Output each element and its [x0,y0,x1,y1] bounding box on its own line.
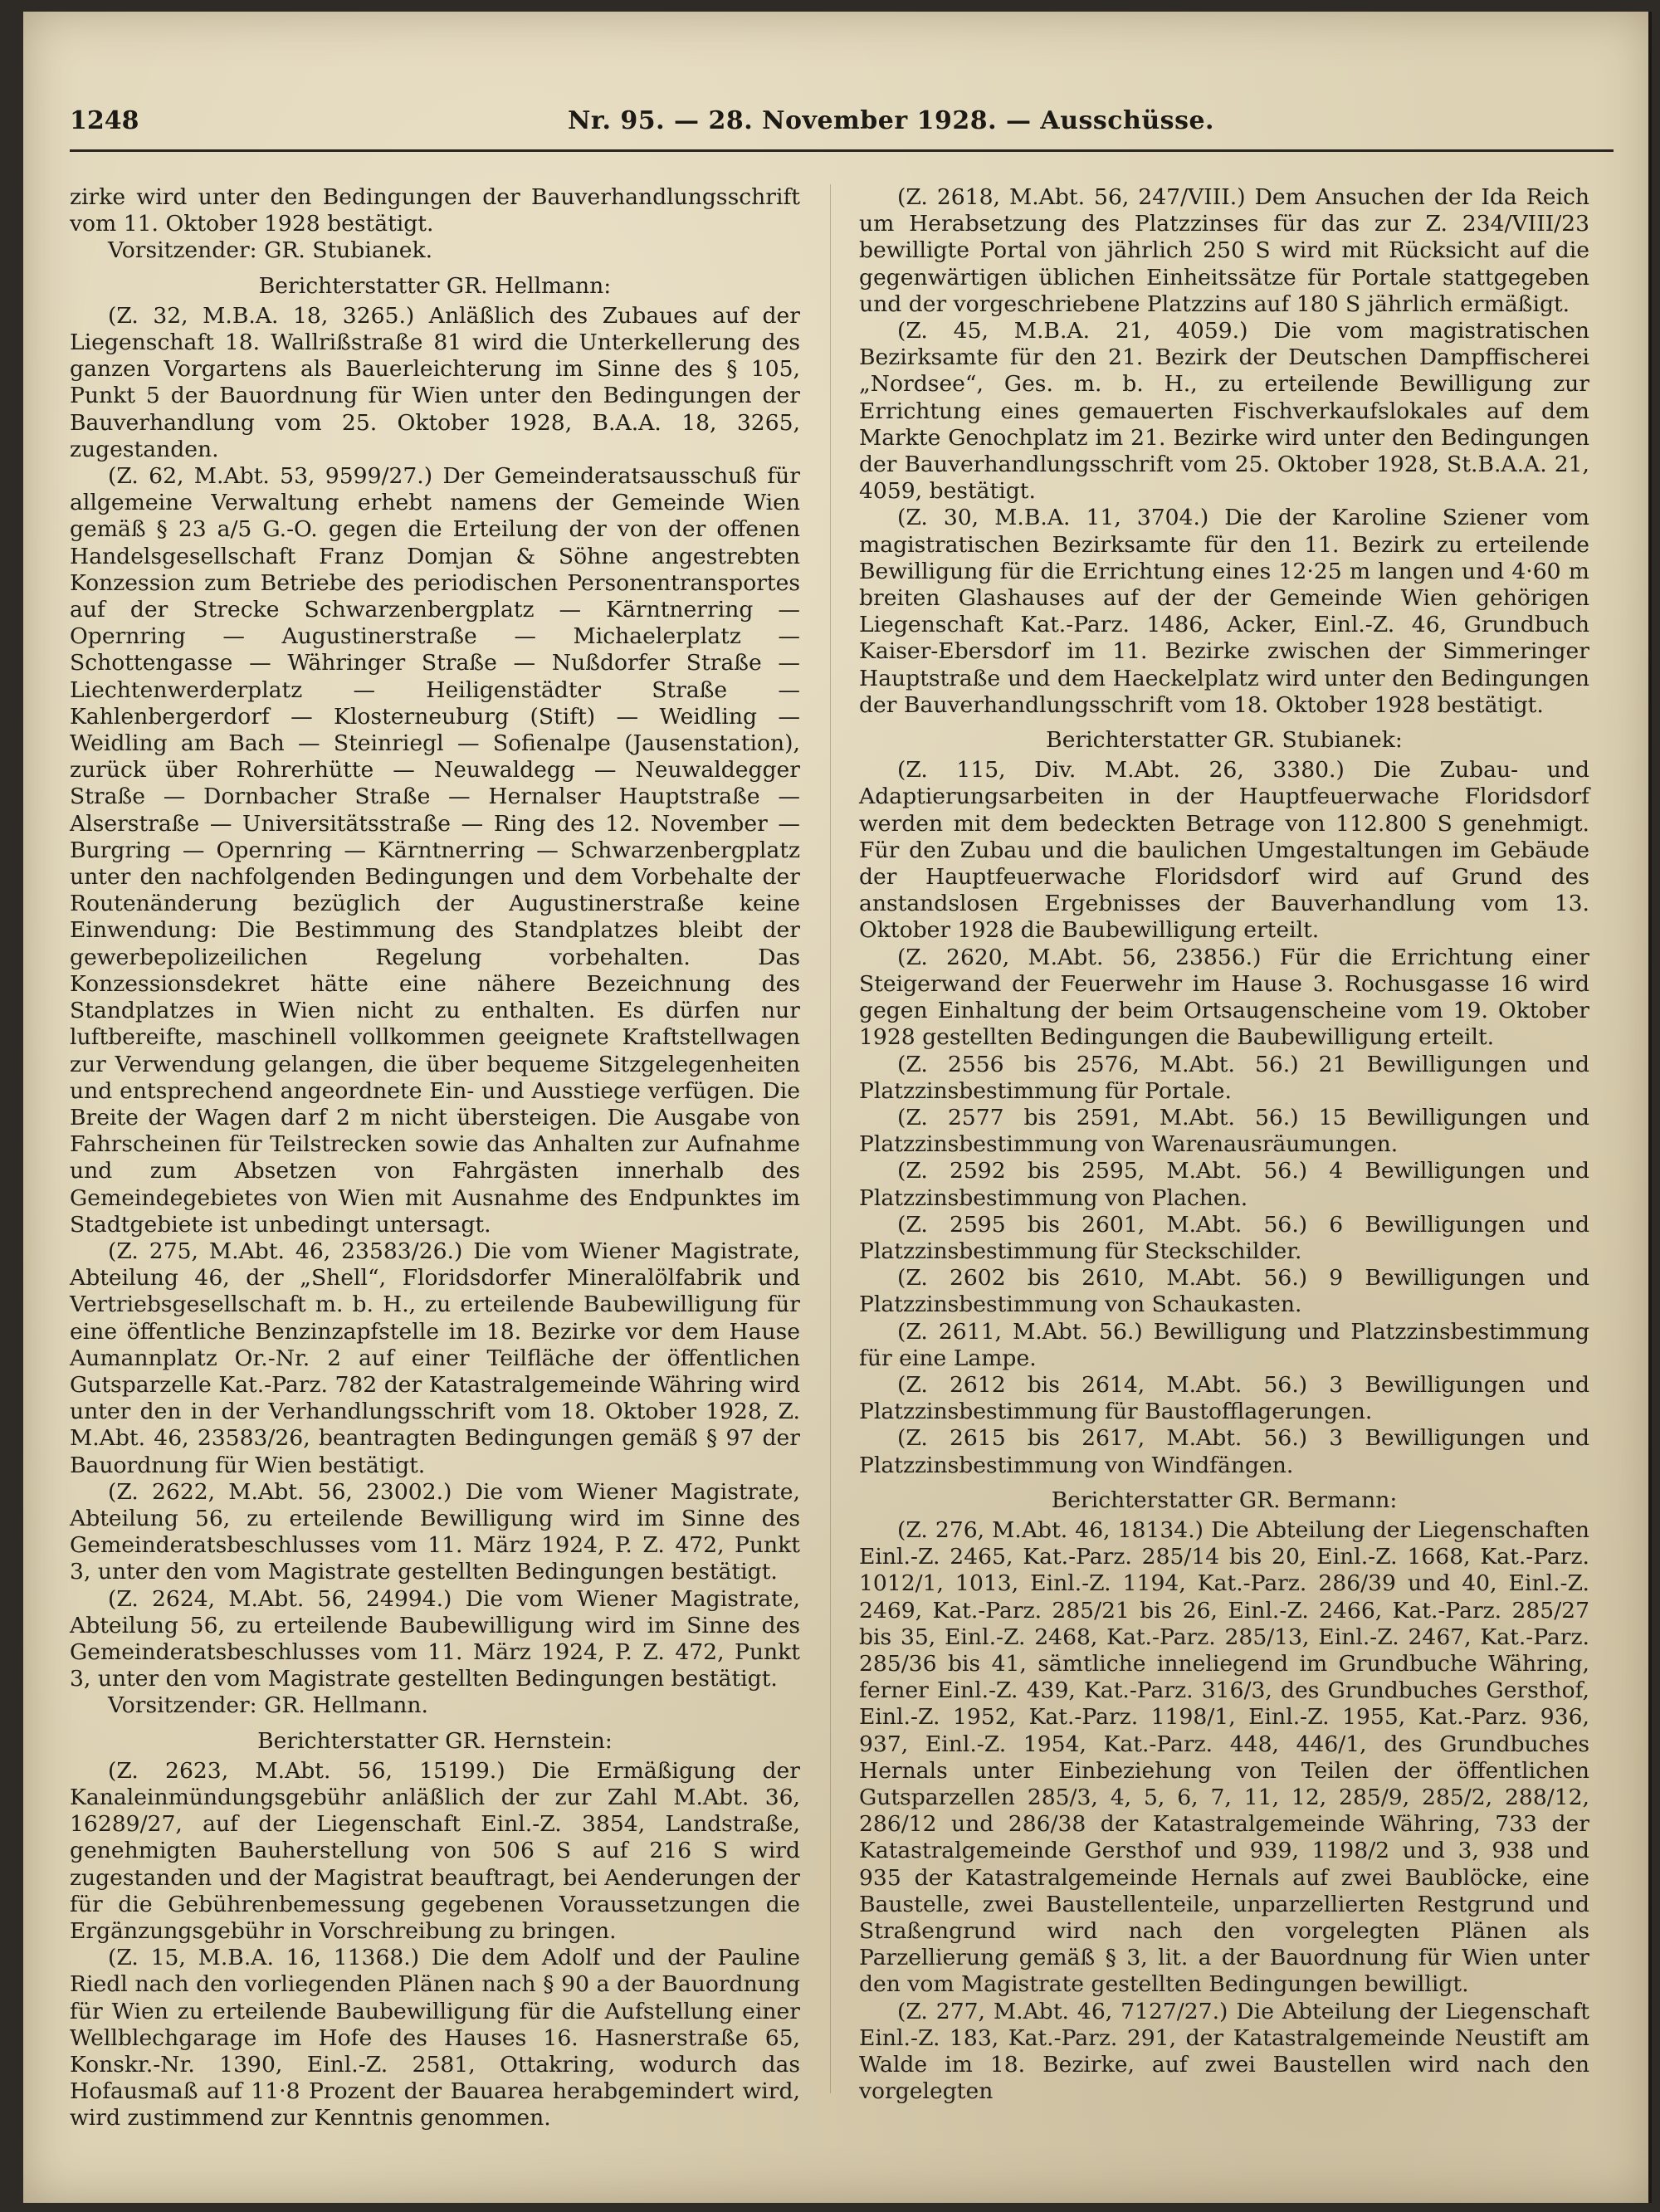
page-number: 1248 [70,106,139,135]
paragraph: (Z. 275, M.Abt. 46, 23583/26.) Die vom Wiener Magistrate, Abteilung 46, der „Shell“, Floridsdorfer Mineralölfabrik und Vertriebsgesellschaft m. b. H., zu erteilende Baubewilligung für eine öffentliche Benzinzapfstelle im 18. Bezirke vor dem Hause Aumannplatz Or.-Nr. 2 auf einer Teilfläche der öffentlichen Gutsparzelle Kat.-Parz. 782 der Katastralgemeinde Währing wird unter den in der Verhandlungsschrift vom 18. Oktober 1928, Z. M.Abt. 46, 23583/26, beantragten Bedingungen gemäß § 97 der Bauordnung für Wien bestätigt. [70,1238,800,1478]
reporter-heading: Berichterstatter GR. Stubianek: [1046,727,1403,754]
paragraph: (Z. 2611, M.Abt. 56.) Bewilligung und Platzzinsbestimmung für eine Lampe. [859,1318,1589,1371]
paragraph: (Z. 2620, M.Abt. 56, 23856.) Für die Errichtung einer Steigerwand der Feuerwehr im Hause 3. Rochusgasse 16 wird gegen Einhaltung der beim Ortsaugenscheine vom 19. Oktober 1928 gestellten Bedingungen die Baubewilligung erteilt. [859,944,1589,1051]
scan-edge [1648,12,1652,2203]
paragraph: (Z. 2624, M.Abt. 56, 24994.) Die vom Wiener Magistrate, Abteilung 56, zu erteilende Baubewilligung wird im Sinne des Gemeinderatsbeschlusses vom 11. März 1924, P. Z. 472, Punkt 3, unter den vom Magistrate gestellten Bedingungen bestätigt. [70,1585,800,1692]
paragraph: (Z. 2577 bis 2591, M.Abt. 56.) 15 Bewilligungen und Platzzinsbestimmung von Warenausräumungen. [859,1104,1589,1158]
reporter-heading: Berichterstatter GR. Hellmann: [258,272,612,299]
paragraph: (Z. 2602 bis 2610, M.Abt. 56.) 9 Bewilligungen und Platzzinsbestimmung von Schaukasten. [859,1265,1589,1318]
paragraph: zirke wird unter den Bedingungen der Bauverhandlungsschrift vom 11. Oktober 1928 bestätigt. [70,184,800,237]
paragraph: (Z. 2615 bis 2617, M.Abt. 56.) 3 Bewilligungen und Platzzinsbestimmung von Windfängen. [859,1425,1589,1478]
paragraph: (Z. 2622, M.Abt. 56, 23002.) Die vom Wiener Magistrate, Abteilung 56, zu erteilende Bewilligung wird im Sinne des Gemeinderatsbeschlusses vom 11. März 1924, P. Z. 472, Punkt 3, unter den vom Magistrate gestellten Bedingungen bestätigt. [70,1478,800,1585]
header-rule [70,149,1614,152]
paragraph: (Z. 32, M.B.A. 18, 3265.) Anläßlich des Zubaues auf der Liegenschaft 18. Wallrißstraße 81 wird die Unterkellerung des ganzen Vorgartens als Bauerleichterung im Sinne des § 105, Punkt 5 der Bauordnung für Wien unter den Bedingungen der Bauverhandlung vom 25. Oktober 1928, B.A.A. 18, 3265, zugestanden. [70,302,800,462]
paragraph: (Z. 2623, M.Abt. 56, 15199.) Die Ermäßigung der Kanaleinmündungsgebühr anläßlich der zur Zahl M.Abt. 36, 16289/27, auf der Liegenschaft Einl.-Z. 3854, Landstraße, genehmigten Bauherstellung von 506 S auf 216 S wird zugestanden und der Magistrat beauftragt, bei Aenderungen der für die Gebührenbemessung gegebenen Voraussetzungen die Ergänzungsgebühr in Vorschreibung zu bringen. [70,1757,800,1944]
running-title: Nr. 95. — 28. November 1928. — Ausschüsse. [568,106,1214,135]
paragraph: (Z. 15, M.B.A. 16, 11368.) Die dem Adolf und der Pauline Riedl nach den vorliegenden Plänen nach § 90 a der Bauordnung für Wien zu erteilende Baubewilligung für die Aufstellung einer Wellblechgarage im Hofe des Hauses 16. Hasnerstraße 65, Konskr.-Nr. 1390, Einl.-Z. 2581, Ottakring, wodurch das Hofausmaß auf 11·8 Prozent der Bauarea herabgemindert wird, wird zustimmend zur Kenntnis genommen. [70,1945,800,2131]
paragraph: (Z. 45, M.B.A. 21, 4059.) Die vom magistratischen Bezirksamte für den 21. Bezirk der Deutschen Dampffischerei „Nordsee“, Ges. m. b. H., zu erteilende Bewilligung zur Errichtung eines gemauerten Fischverkaufslokales auf dem Markte Genochplatz im 21. Bezirke wird unter den Bedingungen der Bauverhandlungsschrift vom 25. Oktober 1928, St.B.A.A. 21, 4059, bestätigt. [859,318,1589,505]
column-divider [830,184,831,2093]
paragraph: (Z. 2618, M.Abt. 56, 247/VIII.) Dem Ansuchen der Ida Reich um Herabsetzung des Platzzinses für das zur Z. 234/VIII/23 bewilligte Portal von jährlich 250 S wird mit Rücksicht auf die gegenwärtigen üblichen Einheitssätze für Portale stattgegeben und der vorgeschriebene Platzzins auf 180 S jährlich ermäßigt. [859,184,1589,317]
right-column [859,184,1589,2105]
paragraph: (Z. 277, M.Abt. 46, 7127/27.) Die Abteilung der Liegenschaft Einl.-Z. 183, Kat.-Parz. 291, der Katastralgemeinde Neustift am Walde im 18. Bezirke, auf zwei Baustellen wird nach den vorgelegten [859,1998,1589,2105]
paragraph: (Z. 30, M.B.A. 11, 3704.) Die der Karoline Sziener vom magistratischen Bezirksamte für den 11. Bezirk zu erteilende Bewilligung für die Errichtung eines 12·25 m langen und 4·60 m breiten Glashauses auf der der Gemeinde Wien gehörigen Liegenschaft Kat.-Parz. 1486, Acker, Einl.-Z. 46, Grundbuch Kaiser-Ebersdorf im 11. Bezirke zwischen der Simmeringer Hauptstraße und dem Haeckelplatz wird unter den Bedingungen der Bauverhandlungsschrift vom 18. Oktober 1928 bestätigt. [859,505,1589,718]
paragraph: (Z. 276, M.Abt. 46, 18134.) Die Abteilung der Liegenschaften Einl.-Z. 2465, Kat.-Parz. 285/14 bis 20, Einl.-Z. 1668, Kat.-Parz. 1012/1, 1013, Einl.-Z. 1194, Kat.-Parz. 286/39 und 40, Einl.-Z. 2469, Kat.-Parz. 285/21 bis 26, Einl.-Z. 2466, Kat.-Parz. 285/27 bis 35, Einl.-Z. 2468, Kat.-Parz. 285/13, Einl.-Z. 2467, Kat.-Parz. 285/36 bis 41, sämtliche inneliegend im Grundbuche Währing, ferner Einl.-Z. 439, Kat.-Parz. 316/3, des Grundbuches Gersthof, Einl.-Z. 1952, Kat.-Parz. 1198/1, Einl.-Z. 1955, Kat.-Parz. 936, 937, Einl.-Z. 1954, Kat.-Parz. 448, 446/1, des Grundbuches Hernals unter Einbeziehung von Teilen der öffentlichen Gutsparzellen 285/3, 4, 5, 6, 7, 11, 12, 285/9, 285/2, 288/12, 286/12 und 286/38 der Katastralgemeinde Währing, 733 der Katastralgemeinde Gersthof und 939, 1198/2 und 3, 938 und 935 der Katastralgemeinde Hernals auf zwei Baublöcke, eine Baustelle, zwei Baustellenteile, unparzellierten Restgrund und Straßengrund wird nach den vorgelegten Plänen als Parzellierung gemäß § 3, lit. a der Bauordnung für Wien unter den vom Magistrate gestellten Bedingungen bewilligt. [859,1516,1589,1998]
paragraph: (Z. 2556 bis 2576, M.Abt. 56.) 21 Bewilligungen und Platzzinsbestimmung für Portale. [859,1051,1589,1104]
paragraph: (Z. 2592 bis 2595, M.Abt. 56.) 4 Bewilligungen und Platzzinsbestimmung von Plachen. [859,1158,1589,1211]
left-column [70,184,800,2131]
reporter-heading: Berichterstatter GR. Hernstein: [257,1727,613,1754]
paragraph: (Z. 2595 bis 2601, M.Abt. 56.) 6 Bewilligungen und Platzzinsbestimmung für Steckschilder. [859,1211,1589,1264]
chair-line: Vorsitzender: GR. Hellmann. [108,1692,428,1719]
paragraph: (Z. 115, Div. M.Abt. 26, 3380.) Die Zubau- und Adaptierungsarbeiten in der Hauptfeuerwache Floridsdorf werden mit dem bedeckten Betrage von 112.800 S genehmigt. Für den Zubau und die baulichen Umgestaltungen im Gebäude der Hauptfeuerwache Floridsdorf wird auf Grund des anstandslosen Ergebnisses der Bauverhandlung vom 13. Oktober 1928 die Baubewilligung erteilt. [859,757,1589,944]
chair-line: Vorsitzender: GR. Stubianek. [108,237,433,264]
reporter-heading: Berichterstatter GR. Bermann: [1051,1487,1398,1513]
page-header [70,106,1614,143]
paragraph: (Z. 62, M.Abt. 53, 9599/27.) Der Gemeinderatsausschuß für allgemeine Verwaltung erhebt namens der Gemeinde Wien gemäß § 23 a/5 G.-O. gegen die Erteilung der von der offenen Handelsgesellschaft Franz Domjan & Söhne angestrebten Konzession zum Betriebe des periodischen Personentransportes auf der Strecke Schwarzenbergplatz — Kärntnerring — Opernring — Augustinerstraße — Michaelerplatz — Schottengasse — Währinger Straße — Nußdorfer Straße — Liechtenwerderplatz — Heiligenstädter Straße — Kahlenbergerdorf — Klosterneuburg (Stift) — Weidling — Weidling am Bach — Steinriegl — Sofienalpe (Jausenstation), zurück über Rohrerhütte — Neuwaldegg — Neuwaldegger Straße — Dornbacher Straße — Hernalser Hauptstraße — Alserstraße — Universitätsstraße — Ring des 12. November — Burgring — Opernring — Kärntnerring — Schwarzenbergplatz unter den nachfolgenden Bedingungen und dem Vorbehalte der Routenänderung bezüglich der Augustinerstraße keine Einwendung: Die Bestimmung des Standplatzes bleibt der gewerbepolizeilichen Regelung vorbehalten. Das Konzessionsdekret hätte eine nähere Bezeichnung des Standplatzes in Wien nicht zu enthalten. Es dürfen nur luftbereifte, maschinell vollkommen geeignete Kraftstellwagen zur Verwendung gelangen, die über bequeme Sitzgelegenheiten und entsprechend angeordnete Ein- und Ausstiege verfügen. Die Breite der Wagen darf 2 m nicht übersteigen. Die Ausgabe von Fahrscheinen für Teilstrecken sowie das Anhalten zur Aufnahme und zum Absetzen von Fahrgästen innerhalb des Gemeindegebietes von Wien mit Ausnahme des Endpunktes im Stadtgebiete ist unbedingt untersagt. [70,463,800,1238]
paragraph: (Z. 2612 bis 2614, M.Abt. 56.) 3 Bewilligungen und Platzzinsbestimmung für Baustofflagerungen. [859,1371,1589,1425]
